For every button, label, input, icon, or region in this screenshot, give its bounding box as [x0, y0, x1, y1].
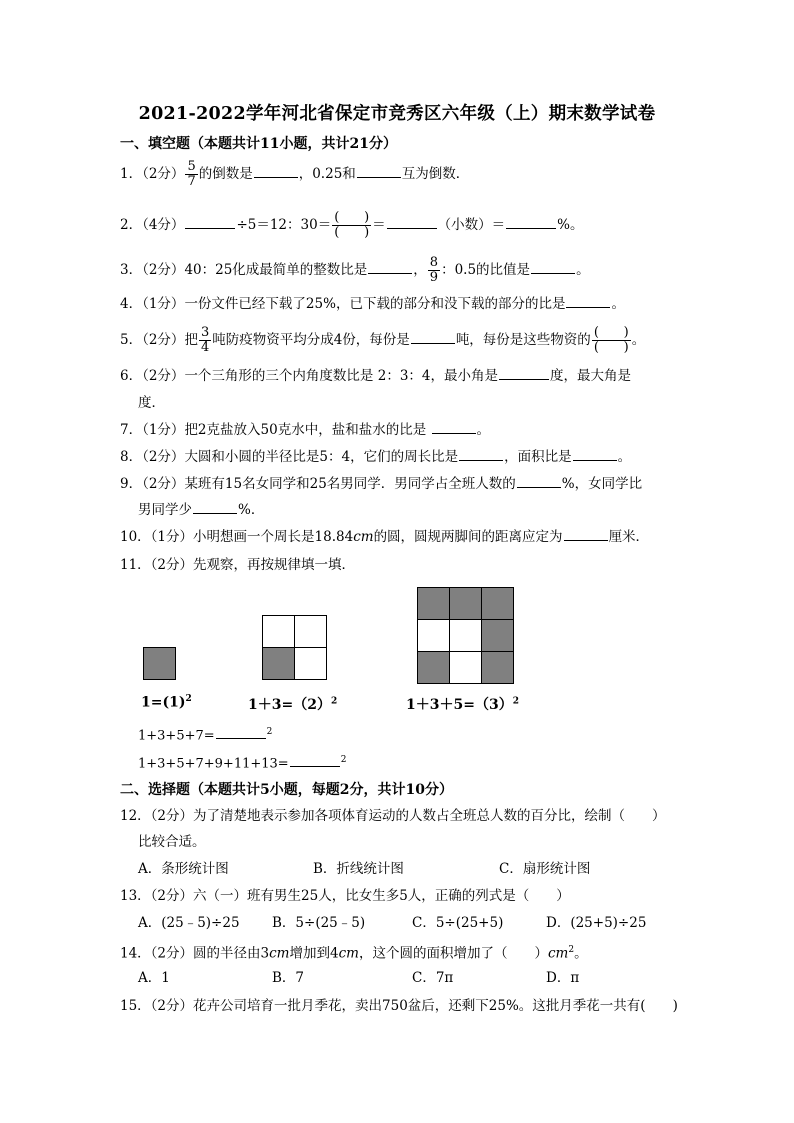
question-14: 14．（2分）圆的半径由3cm增加到4cm，这个圆的面积增加了（ ）$cm^2$。 [120, 945, 588, 962]
answer-blank[interactable] [387, 216, 437, 229]
question-number: 4．（1分） [120, 296, 185, 312]
answer-blank[interactable] [459, 448, 503, 461]
question-number: 1．（2分） [120, 166, 185, 182]
gray-square [481, 619, 514, 652]
question-8: 8．（2分）大圆和小圆的半径比是5：4，它们的周长比是 ，面积比是 。 [120, 449, 632, 465]
answer-blank[interactable] [506, 216, 556, 229]
answer-blank[interactable] [216, 726, 266, 739]
question-9-continued: 男同学少 %． [138, 502, 265, 518]
answer-blank[interactable] [573, 448, 617, 461]
question-number: 10．（1分） [120, 529, 194, 545]
section-choice-title: 二、选择题（本题共计5小题，每题2分，共计10分） [120, 782, 453, 798]
gray-square [481, 587, 514, 620]
question-12-continued: 比较合适。 [138, 834, 206, 850]
option-a[interactable]: A．1 [138, 970, 170, 986]
option-b[interactable]: B．5÷(25﹣5) [272, 915, 366, 931]
question-number: 15．（2分） [120, 998, 194, 1014]
option-c[interactable]: C．7π [412, 970, 454, 986]
answer-blank[interactable] [368, 261, 412, 274]
option-d[interactable]: D．(25+5)÷25 [546, 915, 647, 931]
answer-blank[interactable] [499, 367, 549, 380]
option-a[interactable]: A．(25﹣5)÷25 [138, 915, 240, 931]
pattern-fill-line-2: 1+3+5+7+9+11+13= $^2$ [138, 755, 347, 772]
gray-square [481, 651, 514, 684]
answer-blank[interactable] [193, 501, 237, 514]
question-number: 3．（2分） [120, 262, 185, 278]
question-number: 6．（2分） [120, 368, 185, 384]
question-15: 15．（2分）花卉公司培育一批月季花，卖出750盆后，还剩下25%。这批月季花一共有( ) [120, 998, 678, 1014]
gray-square [262, 647, 295, 680]
answer-blank[interactable] [432, 421, 476, 434]
fraction: $\frac{8}{9}$ [429, 255, 439, 285]
answer-blank[interactable] [185, 216, 235, 229]
question-7: 7．（1分）把2克盐放入50克水中，盐和盐水的比是 。 [120, 422, 490, 438]
question-number: 8．（2分） [120, 449, 185, 465]
option-d[interactable]: D．π [546, 970, 580, 986]
answer-blank[interactable] [517, 475, 561, 488]
paren-fraction[interactable]: ( ) ( ) [334, 210, 370, 240]
question-number: 9．（2分） [120, 476, 185, 492]
white-square [417, 619, 450, 652]
question-9: 9．（2分）某班有15名女同学和25名男同学．男同学占全班人数的 %，女同学比 [120, 476, 643, 492]
answer-blank[interactable] [290, 754, 340, 767]
question-2: 2．（4分） ÷5＝12：30＝ ( ) ( ) ＝ （小数）＝ %。 [120, 210, 584, 240]
question-12: 12．（2分）为了清楚地表示参加各项体育运动的人数占全班总人数的百分比，绘制（ ） [120, 808, 666, 824]
answer-blank[interactable] [411, 331, 455, 344]
white-square [262, 615, 295, 648]
option-b[interactable]: B．折线统计图 [313, 861, 404, 877]
question-number: 13．（2分） [120, 888, 194, 904]
option-a[interactable]: A．条形统计图 [138, 861, 229, 877]
question-3: 3．（2分）40：25化成最简单的整数比是 ， $\frac{8}{9}$ ：0.5的比值是 。 [120, 255, 590, 285]
question-5: 5．（2分）把 $\frac{3}{4}$ 吨防疫物资平均分成4份，每份是 吨，每份是这些物资的 ( ) ( ) 。 [120, 325, 646, 355]
option-b[interactable]: B．7 [272, 970, 305, 986]
paren-fraction[interactable]: ( ) ( ) [593, 325, 629, 355]
question-number: 12．（2分） [120, 808, 194, 824]
pattern-equation-1: $1=(1)^2$ [141, 694, 192, 711]
white-square [294, 647, 327, 680]
gray-square [143, 647, 176, 680]
pattern-equation-3: $1+3+5=(3)^2$ [406, 696, 519, 713]
gray-square [417, 651, 450, 684]
option-c[interactable]: C．5÷(25+5) [412, 915, 504, 931]
answer-blank[interactable] [357, 165, 401, 178]
answer-blank[interactable] [566, 295, 610, 308]
fraction: $\frac{5}{7}$ [187, 159, 196, 189]
answer-blank[interactable] [564, 528, 608, 541]
pattern-fill-line-1: 1+3+5+7= $^2$ [138, 727, 273, 744]
gray-square [449, 587, 482, 620]
question-number: 14．（2分） [120, 945, 194, 962]
question-number: 11．（2分） [120, 557, 194, 573]
white-square [449, 619, 482, 652]
page-title: 2021-2022学年河北省保定市竞秀区六年级（上）期末数学试卷 [138, 104, 656, 124]
question-11: 11．（2分）先观察，再按规律填一填． [120, 557, 356, 573]
white-square [449, 651, 482, 684]
fraction: $\frac{3}{4}$ [200, 325, 210, 355]
question-6: 6．（2分）一个三角形的三个内角度数比是 2：3：4，最小角是 度，最大角是 [120, 368, 631, 384]
answer-blank[interactable] [254, 165, 298, 178]
question-number: 5．（2分） [120, 332, 185, 348]
white-square [294, 615, 327, 648]
gray-square [417, 587, 450, 620]
question-10: 10．（1分）小明想画一个周长是18.84cm的圆，圆规两脚间的距离应定为 厘米． [120, 529, 650, 545]
option-c[interactable]: C．扇形统计图 [499, 861, 591, 877]
question-13: 13．（2分）六（一）班有男生25人，比女生多5人，正确的列式是（ ） [120, 888, 570, 904]
pattern-equation-2: $1+3=(2)^2$ [248, 696, 338, 713]
question-number: 7．（1分） [120, 422, 185, 438]
question-4: 4．（1分）一份文件已经下载了25%，已下载的部分和没下载的部分的比是 。 [120, 296, 625, 312]
answer-blank[interactable] [531, 261, 575, 274]
question-1: 1．（2分） $\frac{5}{7}$ 的倒数是 ，0.25和 互为倒数． [120, 159, 470, 189]
question-6-continued: 度． [138, 395, 165, 411]
section-fill-in-title: 一、填空题（本题共计11小题，共计21分） [120, 136, 397, 152]
question-number: 2．（4分） [120, 217, 185, 233]
